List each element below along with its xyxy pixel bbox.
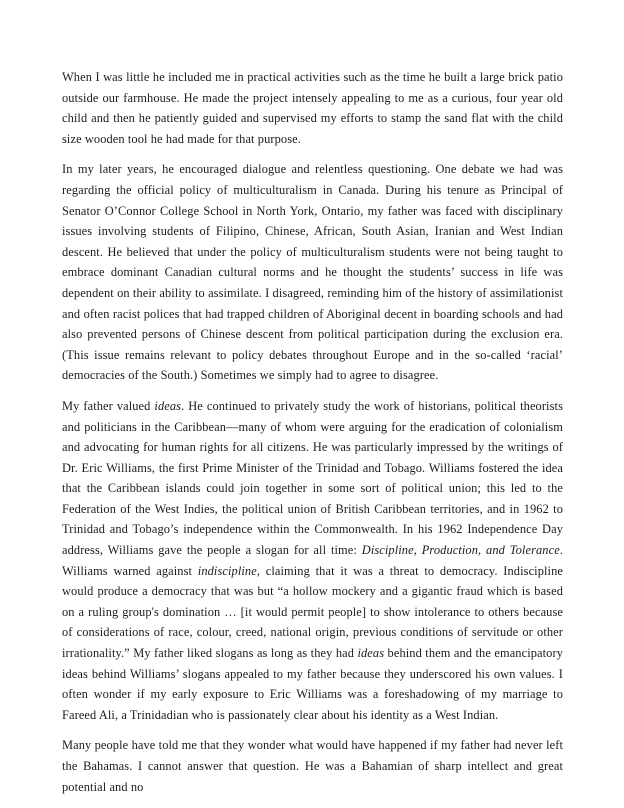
text-run-italic: ideas xyxy=(357,646,385,661)
text-run-italic: indiscipline xyxy=(197,563,257,578)
text-run: , claiming that it was a threat to democracy. Indiscipline would produce a democracy that was but “a hollow mockery and a gigantic fraud which is based on a ruling group's domination … [it would permit people] to show intolerance to others because of considerations of race, colour, creed, national origin, previous conditions of servitude or other irrationality.” My father liked slogans as long as they had xyxy=(62,563,563,661)
text-run: When I was little he included me in practical activities such as the time he built a large brick patio outside our farmhouse. He made the project intensely appealing to me as a curious, four year old child and then he patiently guided and supervised my efforts to stamp the sand flat with the child size wooden tool he had made for that purpose. xyxy=(62,70,563,146)
text-run: In my later years, he encouraged dialogue and relentless questioning. One debate we had was regarding the official policy of multiculturalism in Canada. During his tenure as Principal of Senator O’Connor College School in North York, Ontario, my father was faced with disciplinary issues involving students of Filipino, Chinese, African, South Asian, Iranian and West Indian descent. He believed that under the policy of multiculturalism students were not being taught to embrace dominant Canadian cultural norms and he thought the students’ success in life was dependent on their ability to assimilate. I disagreed, reminding him of the history of assimilationist and often racist polices that had trapped children of Aboriginal decent in boarding schools and had also prevented persons of Chinese descent from political participation during the exclusion era. (This issue remains relevant to policy debates throughout Europe and in the so-called ‘racial’ democracies of the South.) Sometimes we simply had to agree to disagree. xyxy=(62,162,563,383)
text-run-italic: Discipline, Production, and Tolerance xyxy=(361,543,560,558)
text-run-italic: ideas xyxy=(154,398,182,413)
text-run: behind them and the emancipatory ideas behind Williams’ slogans appealed to my father because they underscored his own values. I often wonder if my early exposure to Eric Williams was a foreshadowing of my marriage to Fareed Ali, a Trinidadian who is passionately clear about his identity as a West Indian. xyxy=(62,646,563,722)
text-run: . Williams warned against xyxy=(62,543,563,578)
paragraph-father-valued-ideas xyxy=(62,396,563,726)
text-run: Many people have told me that they wonder what would have happened if my father had never left the Bahamas. I cannot answer that question. He was a Bahamian of sharp intellect and great potential and no xyxy=(62,738,563,794)
text-run: . He continued to privately study the work of historians, political theorists and politicians in the Caribbean—many of whom were arguing for the eradication of colonialism and advocating for human rights for all citizens. He was particularly impressed by the writings of Dr. Eric Williams, the first Prime Minister of the Trinidad and Tobago. Williams fostered the idea that the Caribbean islands could join together in some sort of political union; this led to the Federation of the West Indies, the political union of British Caribbean territories, and in 1962 to Trinidad and Tobago’s independence within the Commonwealth. In his 1962 Independence Day address, Williams gave the people a slogan for all time: xyxy=(62,398,563,558)
paragraph-childhood-patio xyxy=(62,67,563,149)
paragraph-multiculturalism-debate xyxy=(62,159,563,386)
text-run: My father valued xyxy=(62,398,155,413)
paragraph-father-left-bahamas xyxy=(62,735,563,797)
